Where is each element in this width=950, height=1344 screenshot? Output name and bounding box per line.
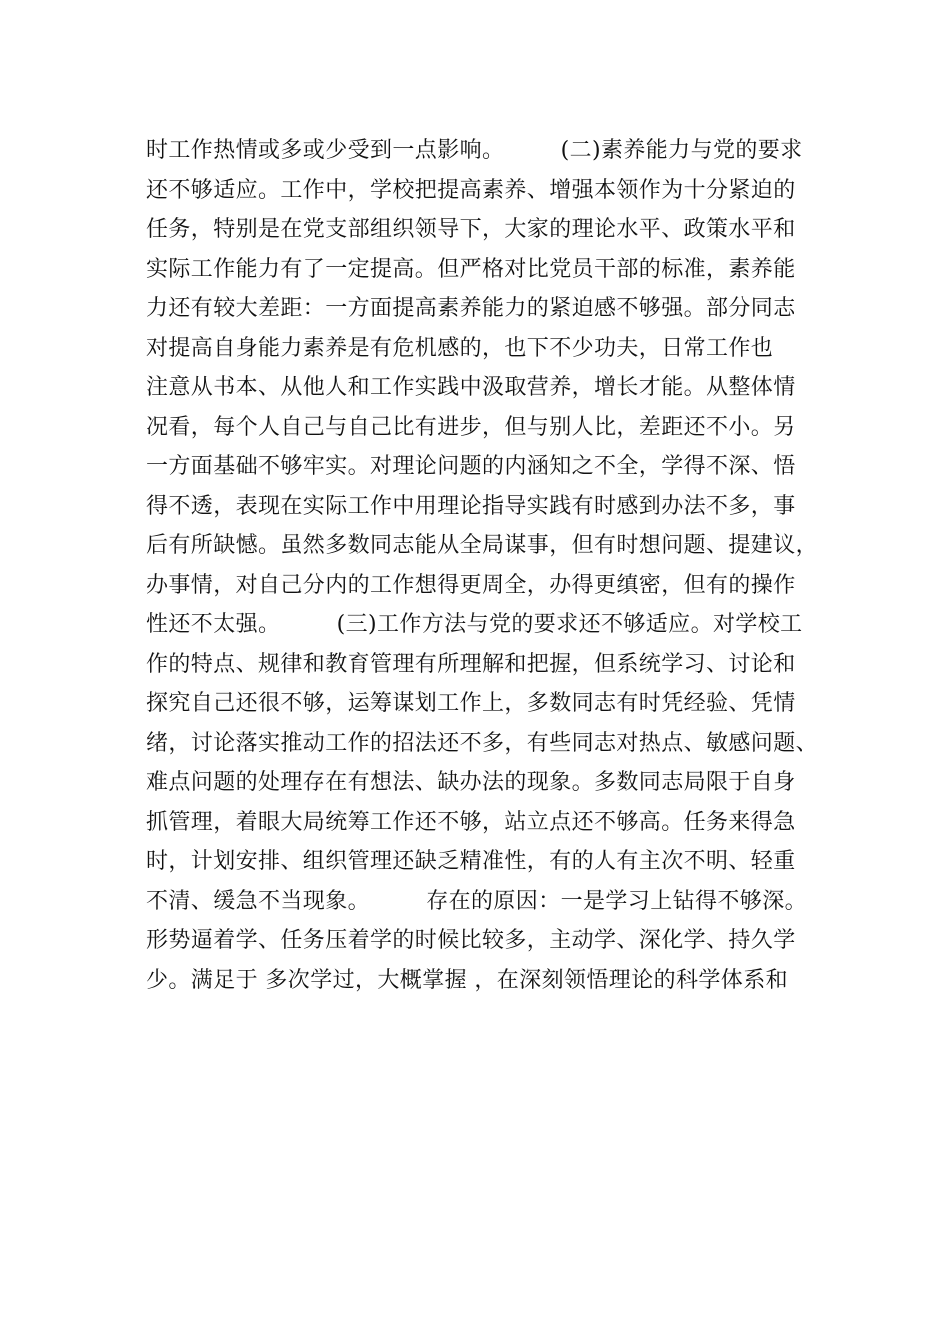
text-line-5: 力还有较大差距：一方面提高素养能力的紧迫感不够强。部分同志 <box>146 296 796 321</box>
text-line-15: 探究自己还很不够，运筹谋划工作上，多数同志有时凭经验、凭情 <box>146 691 796 716</box>
text-line-9: 一方面基础不够牢实。对理论问题的内涵知之不全，学得不深、悟 <box>146 454 796 479</box>
text-line-21: 形势逼着学、任务压着学的时候比较多，主动学、深化学、持久学 <box>146 928 796 953</box>
text-line-16: 绪，讨论落实推动工作的招法还不多，有些同志对热点、敏感问题、 <box>146 730 819 756</box>
text-line-13: 性还不太强。 (三)工作方法与党的要求还不够适应。对学校工 <box>146 612 803 637</box>
text-line-12: 办事情，对自己分内的工作想得更周全，办得更缜密，但有的操作 <box>146 572 796 598</box>
text-line-4: 实际工作能力有了一定提高。但严格对比党员干部的标准，素养能 <box>146 256 796 282</box>
text-line-20: 不清、缓急不当现象。 存在的原因：一是学习上钻得不够深。 <box>146 888 808 914</box>
text-line-1: 时工作热情或多或少受到一点影响。 (二)素养能力与党的要求 <box>146 138 803 163</box>
body-text <box>146 131 826 1000</box>
text-line-18: 抓管理，着眼大局统筹工作还不够，站立点还不够高。任务来得急 <box>146 809 796 835</box>
text-line-6: 对提高自身能力素养是有危机感的，也下不少功夫，日常工作也 <box>146 335 774 361</box>
text-line-14: 作的特点、规律和教育管理有所理解和把握，但系统学习、讨论和 <box>146 651 796 677</box>
text-line-17: 难点问题的处理存在有想法、缺办法的现象。多数同志局限于自身 <box>146 770 796 795</box>
text-line-8: 况看，每个人自己与自己比有进步，但与别人比，差距还不小。另 <box>146 414 796 440</box>
text-line-3: 任务，特别是在党支部组织领导下，大家的理论水平、政策水平和 <box>146 217 796 242</box>
text-line-22: 少。满足于 多次学过，大概掌握 ，在深刻领悟理论的科学体系和 <box>146 967 788 993</box>
text-line-2: 还不够适应。工作中，学校把提高素养、增强本领作为十分紧迫的 <box>146 177 796 203</box>
text-line-19: 时，计划安排、组织管理还缺乏精准性，有的人有主次不明、轻重 <box>146 849 796 874</box>
text-line-11: 后有所缺憾。虽然多数同志能从全局谋事，但有时想问题、提建议， <box>146 533 819 558</box>
text-line-7: 注意从书本、从他人和工作实践中汲取营养，增长才能。从整体情 <box>146 375 796 400</box>
text-line-10: 得不透，表现在实际工作中用理论指导实践有时感到办法不多，事 <box>146 493 796 519</box>
